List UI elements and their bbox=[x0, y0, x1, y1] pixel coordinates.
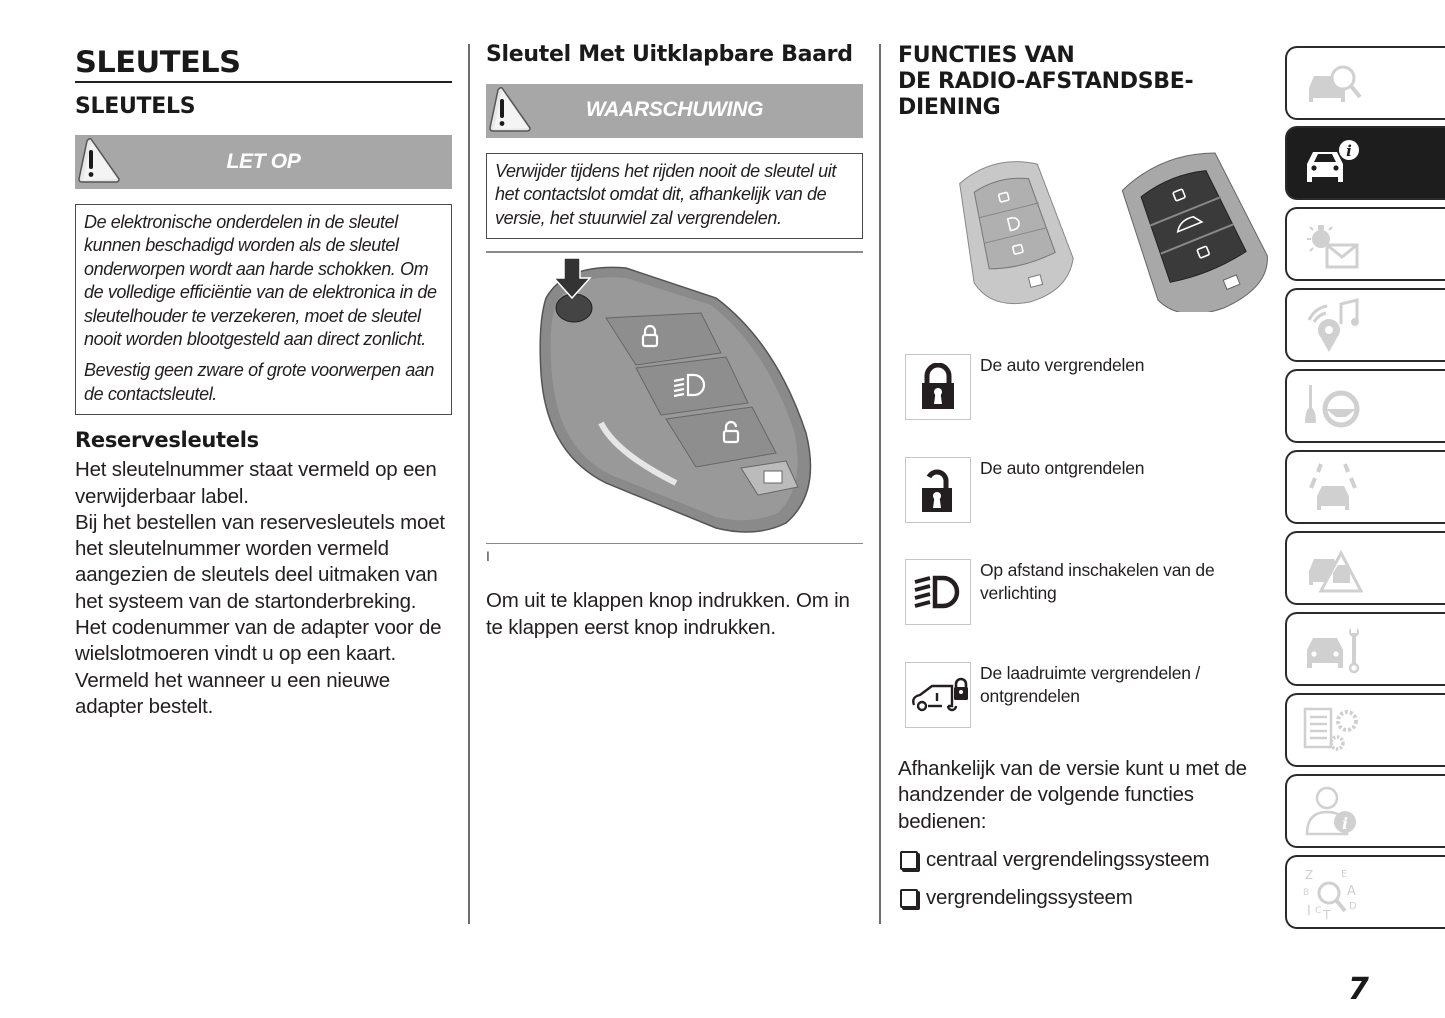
bullet-box-icon bbox=[900, 889, 918, 908]
cargo-lock-icon bbox=[905, 662, 971, 728]
column-divider bbox=[879, 44, 881, 924]
car-info-icon bbox=[1303, 136, 1363, 192]
flip-key-illustration bbox=[486, 253, 863, 543]
section-heading-flip-key: Sleutel Met Uitklapbare Baard bbox=[486, 42, 853, 67]
section-heading-spare-keys: Reservesleutels bbox=[75, 428, 259, 453]
caution-label: LET OP bbox=[226, 150, 301, 173]
tab-car-info[interactable] bbox=[1285, 126, 1445, 200]
spare-keys-text bbox=[75, 457, 452, 720]
warning-triangle-icon bbox=[77, 137, 121, 183]
bullet-text: vergrendelingssysteem bbox=[926, 886, 1133, 909]
caution-text: De elektronische onderdelen in de sleutel kunnen beschadigd worden als de sleutel onderworpen wordt aan harde schokken. Om de volledige efficiëntie van de elektronica in de sleutelhouder te verzekeren, moet de sleutel nooit worden blootgesteld aan direct zonlicht. bbox=[84, 212, 437, 350]
flip-key-instructions: Om uit te klappen knop indrukken. Om in te klappen eerst knop indrukken. bbox=[486, 589, 850, 639]
bullet-box-icon bbox=[900, 851, 918, 870]
person-info-icon bbox=[1303, 784, 1363, 840]
title-rule bbox=[75, 81, 452, 83]
page-number: 7 bbox=[1348, 972, 1369, 1007]
heading-line: DIENING bbox=[898, 95, 1001, 120]
function-text: De auto vergrendelen bbox=[980, 355, 1145, 375]
page-title: SLEUTELS bbox=[75, 45, 241, 79]
flip-key-figure bbox=[486, 253, 863, 543]
section-heading-remote bbox=[898, 43, 1268, 121]
warning-banner bbox=[486, 84, 863, 138]
svg-text:I: I bbox=[1307, 904, 1311, 919]
tab-warning-lights[interactable] bbox=[1285, 207, 1445, 281]
svg-text:Z: Z bbox=[1305, 868, 1314, 882]
heading-line: DE RADIO-AFSTANDSBE- bbox=[898, 69, 1194, 94]
alphabetical-index-icon bbox=[1303, 865, 1363, 921]
svg-text:A: A bbox=[1347, 884, 1356, 899]
tab-emergency[interactable] bbox=[1285, 531, 1445, 605]
warning-text: Verwijder tijdens het rijden nooit de sleutel uit het contactslot omdat dit, afhankelijk van de versie, het stuurwiel zal vergrendelen. bbox=[495, 161, 836, 228]
column-keys bbox=[75, 40, 452, 720]
warning-triangle-icon bbox=[488, 86, 532, 132]
figure-caption: I bbox=[486, 548, 490, 565]
media-navigation-icon bbox=[1303, 298, 1363, 354]
bullet-item bbox=[900, 847, 1209, 873]
function-text: Op afstand inschakelen van de verlichting bbox=[980, 560, 1215, 603]
function-text: De laadruimte vergrendelen / ontgrendelen bbox=[980, 663, 1201, 706]
function-bullet-list bbox=[900, 835, 1209, 911]
paragraph: Het codenummer van de adapter voor de wielslotmoeren vindt u op een kaart. Vermeld het wanneer u een nieuwe adapter bestelt. bbox=[75, 616, 442, 718]
function-item-lock bbox=[905, 354, 1265, 420]
tab-technical-data[interactable] bbox=[1285, 693, 1445, 767]
warning-light-message-icon bbox=[1303, 217, 1363, 273]
paragraph: Het sleutelnummer staat vermeld op een verwijderbaar label. bbox=[75, 458, 437, 508]
function-item-cargo bbox=[905, 662, 1265, 728]
function-text: De auto ontgrendelen bbox=[980, 458, 1145, 478]
warning-box bbox=[486, 153, 863, 239]
svg-text:T: T bbox=[1323, 908, 1331, 921]
car-wrench-icon bbox=[1303, 622, 1363, 678]
caution-box bbox=[75, 204, 452, 415]
emergency-triangle-icon bbox=[1303, 541, 1363, 597]
caution-banner bbox=[75, 135, 452, 189]
svg-text:B: B bbox=[1303, 888, 1310, 898]
column-remote-functions bbox=[898, 40, 1268, 940]
warning-label: WAARSCHUWING bbox=[585, 98, 764, 121]
lane-assist-icon bbox=[1303, 460, 1363, 516]
remote-keys-illustration bbox=[953, 152, 1283, 312]
column-flip-key bbox=[486, 40, 863, 641]
specs-gears-icon bbox=[1303, 703, 1363, 759]
svg-text:i: i bbox=[1341, 814, 1349, 833]
heading-line: FUNCTIES VAN bbox=[898, 43, 1075, 68]
section-title: SLEUTELS bbox=[75, 94, 196, 119]
tab-media-navigation[interactable] bbox=[1285, 288, 1445, 362]
tab-car-search[interactable] bbox=[1285, 46, 1445, 120]
unlock-icon bbox=[905, 457, 971, 523]
column-divider bbox=[468, 44, 470, 924]
caution-text: Bevestig geen zware of grote voorwerpen aan de contactsleutel. bbox=[84, 360, 435, 404]
bullet-item bbox=[900, 885, 1209, 911]
function-item-unlock bbox=[905, 457, 1265, 523]
tab-maintenance[interactable] bbox=[1285, 612, 1445, 686]
bullet-text: centraal vergrendelingssysteem bbox=[926, 848, 1210, 871]
paragraph: Bij het bestellen van reservesleutels moet het sleutelnummer worden vermeld aangezien de sleutels deel uitmaken van het systeem van de startonderbreking. bbox=[75, 510, 445, 613]
tab-driving[interactable] bbox=[1285, 369, 1445, 443]
tab-driver-assistance[interactable] bbox=[1285, 450, 1445, 524]
tab-user-info[interactable] bbox=[1285, 774, 1445, 848]
svg-text:C: C bbox=[1315, 906, 1322, 916]
function-item-lights bbox=[905, 559, 1265, 625]
svg-text:i: i bbox=[1346, 142, 1352, 160]
svg-text:E: E bbox=[1341, 869, 1348, 880]
lock-icon bbox=[905, 354, 971, 420]
key-steering-wheel-icon bbox=[1303, 379, 1363, 435]
tab-index[interactable] bbox=[1285, 855, 1445, 929]
remote-intro-text: Afhankelijk van de versie kunt u met de handzender de volgende functies bedienen: bbox=[898, 757, 1247, 833]
car-search-icon bbox=[1303, 56, 1363, 112]
svg-text:D: D bbox=[1349, 901, 1357, 912]
headlight-icon bbox=[905, 559, 971, 625]
